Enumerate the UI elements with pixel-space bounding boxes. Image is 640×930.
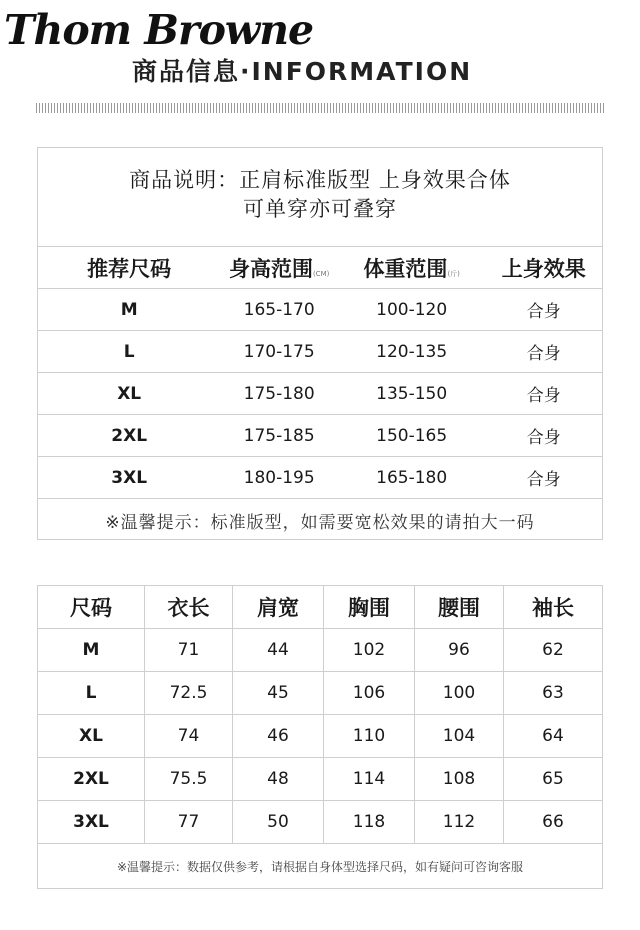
product-description [38, 148, 602, 247]
shoulder-cell: 45 [233, 672, 324, 714]
size-cell: XL [38, 715, 145, 757]
shoulder-cell: 50 [233, 801, 324, 843]
description-line-2: 可单穿亦可叠穿 [243, 197, 397, 221]
weight-cell: 120-135 [376, 341, 448, 362]
waist-cell: 100 [415, 672, 504, 714]
size-cell: 2XL [111, 425, 148, 446]
header-height-label: 身高范围 [228, 256, 313, 281]
table-row [38, 331, 602, 373]
measurement-tip-note: ※温馨提示：数据仅供参考，请根据自身体型选择尺码，如有疑问可咨询客服 [116, 860, 524, 874]
section-heading: 商品信息·INFORMATION [132, 57, 473, 86]
table-row [38, 758, 602, 801]
header-size: 尺码 [38, 586, 145, 628]
description-line-1: 商品说明：正肩标准版型 上身效果合体 [129, 168, 511, 192]
height-cell: 180-195 [243, 467, 315, 488]
header-fit: 上身效果 [501, 256, 586, 281]
header-shoulder: 肩宽 [233, 586, 324, 628]
size-cell: L [38, 672, 145, 714]
header-chest: 胸围 [324, 586, 415, 628]
sleeve-cell: 65 [542, 769, 564, 789]
header-length: 衣长 [145, 586, 233, 628]
recommended-size-table [37, 147, 603, 540]
measurement-table [37, 585, 603, 889]
length-cell: 75.5 [145, 758, 233, 800]
length-cell: 77 [145, 801, 233, 843]
fit-tip-note: ※温馨提示：标准版型，如需要宽松效果的请拍大一码 [105, 512, 535, 533]
table-row [38, 457, 602, 499]
header-weight-range [338, 253, 485, 283]
size-cell: 2XL [38, 758, 145, 800]
weight-cell: 165-180 [376, 467, 448, 488]
chest-cell: 118 [324, 801, 415, 843]
header-weight-unit: (斤) [447, 269, 460, 278]
header-recommended-size: 推荐尺码 [87, 256, 172, 281]
measurement-header-row [38, 586, 602, 629]
size-cell: M [120, 299, 138, 320]
chest-cell: 110 [324, 715, 415, 757]
fit-cell: 合身 [526, 344, 561, 364]
height-cell: 175-180 [243, 383, 315, 404]
table-row [38, 629, 602, 672]
length-cell: 71 [145, 629, 233, 671]
length-cell: 74 [145, 715, 233, 757]
header-height-range [220, 253, 338, 283]
waist-cell: 108 [415, 758, 504, 800]
decorative-stripe-divider [36, 103, 604, 113]
shoulder-cell: 46 [233, 715, 324, 757]
size-cell: 3XL [38, 801, 145, 843]
size-cell: L [123, 341, 135, 362]
header-height-unit: (CM) [312, 269, 330, 278]
header-waist: 腰围 [415, 586, 504, 628]
size-cell: XL [117, 383, 142, 404]
brand-logo: Thom Browne [4, 6, 314, 54]
chest-cell: 114 [324, 758, 415, 800]
sleeve-cell: 63 [542, 683, 564, 703]
table-row [38, 801, 602, 844]
header-sleeve: 袖长 [532, 596, 574, 620]
fit-cell: 合身 [526, 386, 561, 406]
shoulder-cell: 44 [233, 629, 324, 671]
waist-cell: 112 [415, 801, 504, 843]
table-row [38, 672, 602, 715]
recommended-size-header-row [38, 247, 602, 289]
size-cell: M [38, 629, 145, 671]
shoulder-cell: 48 [233, 758, 324, 800]
chest-cell: 106 [324, 672, 415, 714]
size-cell: 3XL [111, 467, 148, 488]
sleeve-cell: 62 [542, 640, 564, 660]
waist-cell: 96 [415, 629, 504, 671]
table-row [38, 415, 602, 457]
fit-cell: 合身 [526, 302, 561, 322]
length-cell: 72.5 [145, 672, 233, 714]
table-row [38, 715, 602, 758]
weight-cell: 150-165 [376, 425, 448, 446]
sleeve-cell: 64 [542, 726, 564, 746]
fit-cell: 合身 [526, 470, 561, 490]
height-cell: 175-185 [243, 425, 315, 446]
height-cell: 165-170 [243, 299, 315, 320]
fit-cell: 合身 [526, 428, 561, 448]
table-row [38, 373, 602, 415]
table-row [38, 289, 602, 331]
header-weight-label: 体重范围 [363, 256, 448, 281]
sleeve-cell: 66 [542, 812, 564, 832]
weight-cell: 100-120 [376, 299, 448, 320]
weight-cell: 135-150 [376, 383, 448, 404]
chest-cell: 102 [324, 629, 415, 671]
waist-cell: 104 [415, 715, 504, 757]
height-cell: 170-175 [243, 341, 315, 362]
